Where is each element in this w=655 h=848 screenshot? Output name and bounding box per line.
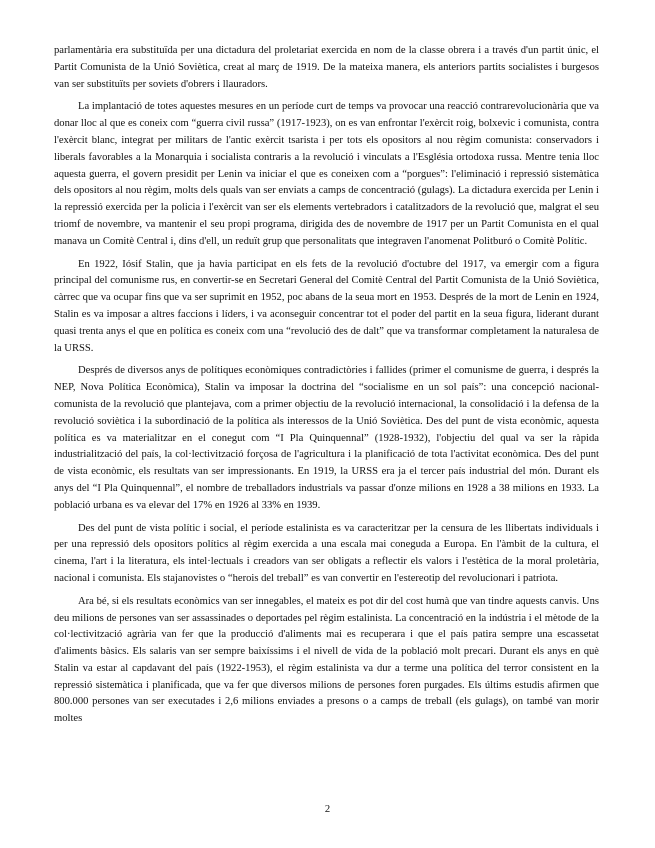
paragraph: Des del punt de vista polític i social, el període estalinista es va caracteritzar per la censura de les llibertats individuals i per una repressió dels opositors polítics al règim exercida a una escala mai coneguda a Europa. En l'àmbit de la cultura, el cinema, l'art i la literatura, els intel·lectuals i creadors van ser obligats a reflectir els valors i l'estètica de la moral proletària, nacional i comunista. Els stajanovistes o “herois del treball” es van convertir en l'estereotip del revolucionari i patriota.: [54, 522, 599, 584]
paragraph: En 1922, Iósif Stalin, que ja havia participat en els fets de la revolució d'octubre del 1917, va emergir com a figura principal del comunisme rus, en convertir-se en Secretari General del Comitè Central del Partit Comunista de la Unió Soviètica, càrrec que va ocupar fins que va ser suprimit en 1952, poc abans de la seua mort en 1953. Després de la mort de Lenin en 1924, Stalin es va imposar a altres faccions i líders, i va aconseguir concentrar tot el poder del partit en la seua figura, liderant durant quasi trenta anys el que en política es coneix com una “revolució des de dalt” que va transformar completament la naturalesa de la URSS.: [54, 258, 599, 354]
body-text: [54, 43, 599, 734]
paragraph: Després de diversos anys de polítiques econòmiques contradictòries i fallides (primer el comunisme de guerra, i després la NEP, Nova Política Econòmica), Stalin va imposar la doctrina del “socialisme en un sol país”: una concepció nacional-comunista de la revolució que plantejava, com a primer objectiu de la revolució internacional, la consolidació i la defensa de la revolució soviètica i la subordinació de la política als interessos de la Unió Soviètica. Des del punt de vista econòmic, aquesta política es va materialitzar en el conegut com “I Pla Quinquennal” (1928-1932), l'objectiu del qual va ser la ràpida industrialització del país, la col·lectivització forçosa de l'agricultura i la planificació de tota l'activitat econòmica. Des del punt de vista econòmic, els resultats van ser impressionants. En 1919, la URSS era ja el tercer país industrial del món. Durant els anys del “I Pla Quinquennal”, el nombre de treballadors industrials va passar d'onze milions en 1928 a 38 milions en 1933. La població urbana es va elevar del 17% en 1926 al 33% en 1939.: [54, 365, 599, 511]
paragraph: parlamentària era substituïda per una dictadura del proletariat exercida en nom de la classe obrera i a través d'un partit únic, el Partit Comunista de la Unió Soviètica, creat al març de 1919. De la mateixa manera, els anteriors partits socialistes i burgesos van ser substituïts per soviets d'obrers i llauradors.: [54, 45, 599, 90]
paragraph: Ara bé, si els resultats econòmics van ser innegables, el mateix es pot dir del cost humà que van tindre aquests canvis. Uns deu milions de persones van ser assassinades o deportades pel règim estalinista. La concentració en la indústria i el mètode de la col·lectivització agrària van fer que la producció d'aliments mai es recuperara i que el país patira sempre una escassetat d'aliments bàsics. Els salaris van ser sempre baixíssims i el nivell de vida de la població molt precari. Durant els anys en què Stalin va estar al capdavant del país (1922-1953), el règim estalinista va dur a terme una política del terror consistent en la repressió sistemàtica i planificada, que va fer que diversos milions de persones foren purgades. Els últims estudis afirmen que 800.000 persones van ser executades i 2,6 milions enviades a presons o a camps de treball (els gulags), on també van morir moltes: [54, 595, 599, 725]
paragraph: La implantació de totes aquestes mesures en un període curt de temps va provocar una reacció contrarevolucionària que va donar lloc al que es coneix com “guerra civil russa” (1917-1923), on es van enfrontar l'exèrcit roig, bolxevic i comunista, contra l'exèrcit blanc, integrat per militars de l'antic exèrcit tsarista i per tots els opositors al nou règim comunista: conservadors i liberals favorables a la Monarquia i socialista contraris a la revolució i vinculats a l'Església ortodoxa russa. Mentre tenia lloc aquesta guerra, el govern presidit per Lenin va iniciar el que es coneixen com a “porgues”: l'eliminació i repressió sistemàtica dels opositors al nou règim, molts dels quals van ser enviats a camps de concentració (gulags). La dictadura exercida per Lenin i la repressió exercida per la policia i l'exèrcit van ser els elements vertebradors i catalitzadors de la revolució que, malgrat el seu triomf de novembre, va mantenir el seu propi programa, dirigida des de novembre de 1917 per un Partit Comunista en el qual manava un Comitè Central i, dins d'ell, un reduït grup que personalitats que integraven l'anomenat Politburó o Comitè Polític.: [54, 101, 599, 247]
page-number: 2: [324, 804, 331, 815]
